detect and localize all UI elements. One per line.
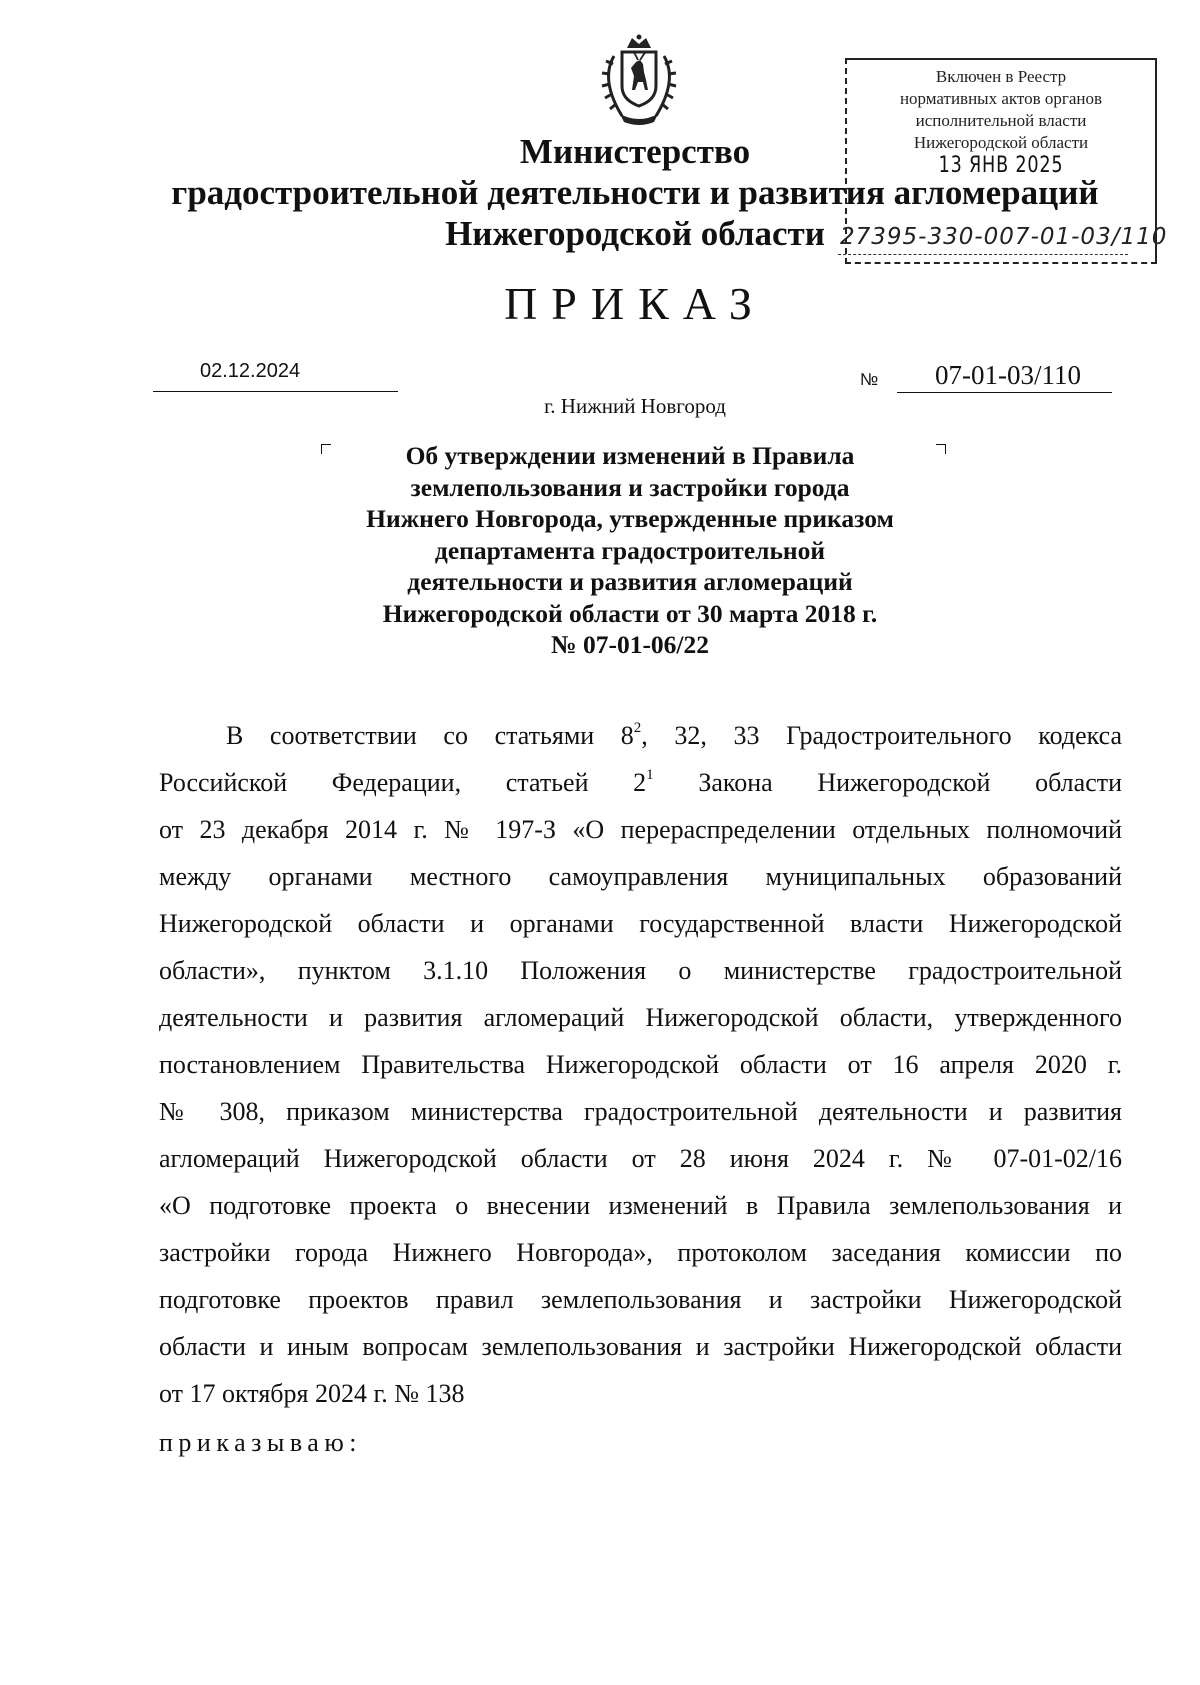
body-line: постановлением Правительства Нижегородской области от 16 апреля 2020 г. (159, 1050, 1122, 1079)
stamp-line: Включен в Реестр (935, 67, 1067, 86)
ministry-name-line1: Министерство (519, 132, 751, 171)
ministry-name-line2: градостроительной деятельности и развития агломераций (171, 173, 1099, 212)
coat-of-arms-icon (594, 34, 684, 126)
body-line: деятельности и развития агломераций Нижегородской области, утвержденного (159, 1003, 1122, 1032)
body-line: Нижегородской области и органами государственной власти Нижегородской (159, 909, 1122, 938)
stamp-line: исполнительной власти (915, 111, 1087, 130)
date-underline (153, 391, 398, 392)
subject-line: № 07-01-06/22 (550, 630, 710, 659)
body-line: № 308, приказом министерства градостроительной деятельности и развития (159, 1097, 1122, 1126)
body-line: Российской Федерации, статьей $2^1$ Закона Нижегородской области (159, 767, 1123, 797)
document-date: 02.12.2024 (200, 360, 301, 382)
subject-line: Нижегородской области от 30 марта 2018 г. (382, 598, 878, 628)
body-line: агломераций Нижегородской области от 28 июня 2024 г. № 07-01-02/16 (159, 1144, 1122, 1173)
stamp-line: нормативных актов органов (899, 89, 1103, 108)
document-number: 07-01-03/110 (935, 360, 1081, 390)
order-word: приказываю: (159, 1428, 362, 1457)
stamp-date: 13 ЯНВ 2025 (938, 153, 1064, 178)
document-body (159, 712, 1122, 1417)
body-line: «О подготовке проекта о внесении изменений в Правила землепользования и (159, 1191, 1122, 1220)
document-title: ПРИКАЗ (504, 278, 766, 329)
body-line: области», пунктом 3.1.10 Положения о министерстве градостроительной (159, 956, 1122, 985)
body-line: от 17 октября 2024 г. № 138 (159, 1379, 465, 1408)
stamp-line: Нижегородской области (913, 133, 1089, 152)
subject-line: землепользования и застройки города (410, 472, 850, 502)
subject-line: деятельности и развития агломераций (407, 567, 853, 596)
body-line: подготовке проектов правил землепользования и застройки Нижегородской (159, 1285, 1122, 1314)
body-line: области и иным вопросам землепользования и застройки Нижегородской области (159, 1332, 1122, 1361)
stamp-underline (838, 254, 1128, 255)
subject-line: департамента градостроительной (434, 535, 826, 565)
body-line: застройки города Нижнего Новгорода», протоколом заседания комиссии по (159, 1238, 1122, 1267)
document-subject (300, 440, 960, 661)
ministry-name-line3: Нижегородской области (445, 214, 825, 253)
number-label: № (860, 370, 879, 389)
body-line: от 23 декабря 2014 г. № 197-З «О перераспределении отдельных полномочий (159, 815, 1122, 844)
body-line: В соответствии со статьями $8^2$, 32, 33 Градостроительного кодекса (226, 720, 1122, 750)
subject-line: Об утверждении изменений в Правила (405, 441, 855, 470)
body-line: между органами местного самоуправления муниципальных образований (159, 862, 1122, 891)
number-underline (897, 392, 1112, 393)
subject-line: Нижнего Новгорода, утвержденные приказом (366, 504, 894, 533)
document-city: г. Нижний Новгород (544, 394, 726, 418)
stamp-registry-number: 27395-330-007-01-03/110 (840, 224, 1168, 250)
